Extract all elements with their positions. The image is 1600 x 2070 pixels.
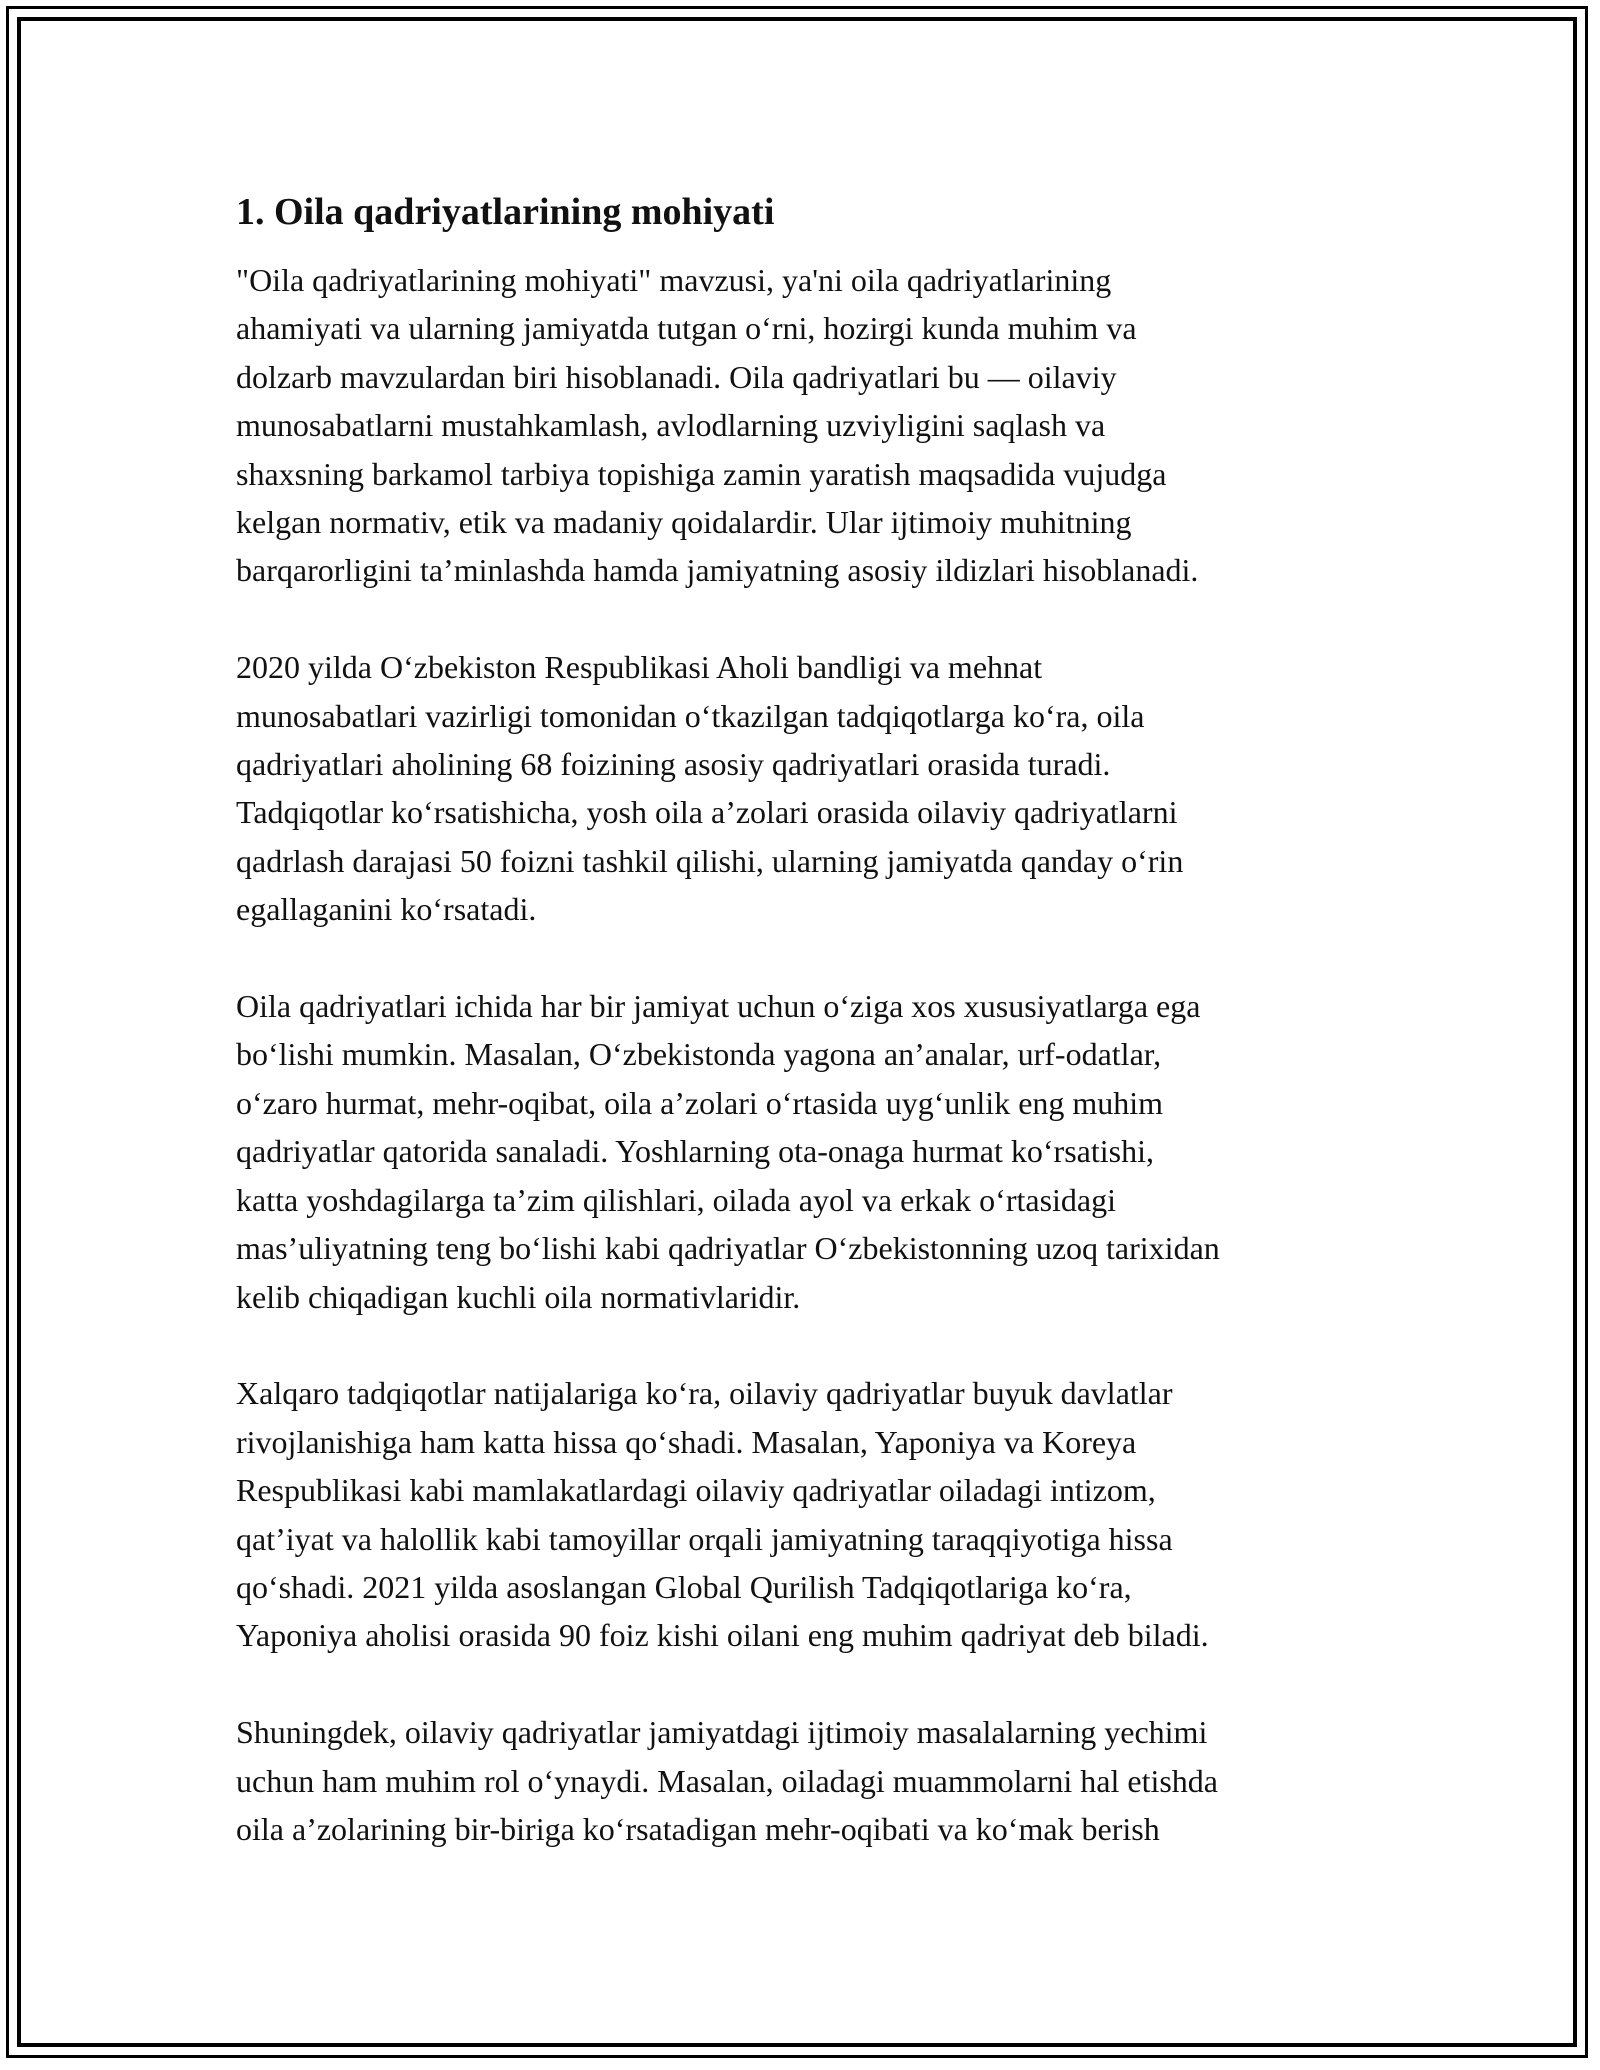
paragraph-line: Tadqiqotlar ko‘rsatishicha, yosh oila a’zolari orasida oilaviy qadriyatlarni: [236, 794, 1178, 831]
paragraph-line: qat’iyat va halollik kabi tamoyillar orqali jamiyatning taraqqiyotiga hissa: [236, 1520, 1173, 1557]
paragraph-line: qadrlash darajasi 50 foizni tashkil qilishi, ularning jamiyatda qanday o‘rin: [236, 842, 1184, 879]
paragraph-line: rivojlanishiga ham katta hissa qo‘shadi. Masalan, Yaponiya va Koreya: [236, 1423, 1137, 1460]
paragraph-line: 2020 yilda O‘zbekiston Respublikasi Aholi bandligi va mehnat: [236, 649, 1043, 686]
paragraph-line: kelib chiqadigan kuchli oila normativlaridir.: [236, 1278, 801, 1315]
paragraph-line: Respublikasi kabi mamlakatlardagi oilaviy qadriyatlar oiladagi intizom,: [236, 1472, 1156, 1509]
paragraph-line: "Oila qadriyatlarining mohiyati" mavzusi, ya'ni oila qadriyatlarining: [236, 262, 1112, 298]
paragraph-4: [236, 1369, 1376, 1659]
paragraph-line: Oila qadriyatlari ichida har bir jamiyat uchun o‘ziga xos xususiyatlarga ega: [236, 988, 1201, 1025]
paragraph-3: [236, 982, 1376, 1321]
paragraph-line: oila a’zolarining bir-biriga ko‘rsatadigan mehr-oqibati va ko‘mak berish: [236, 1810, 1160, 1847]
document-body: [236, 188, 1376, 1902]
paragraph-line: munosabatlarni mustahkamlash, avlodlarning uzviyligini saqlash va: [236, 407, 1106, 444]
paragraph-1: [236, 256, 1376, 595]
paragraph-line: o‘zaro hurmat, mehr-oqibat, oila a’zolari o‘rtasida uyg‘unlik eng muhim: [236, 1084, 1164, 1121]
paragraph-line: barqarorligini ta’minlashda hamda jamiyatning asosiy ildizlari hisoblanadi.: [236, 552, 1199, 589]
paragraph-line: qo‘shadi. 2021 yilda asoslangan Global Qurilish Tadqiqotlariga ko‘ra,: [236, 1568, 1132, 1605]
paragraph-2: [236, 643, 1376, 933]
paragraph-line: ahamiyati va ularning jamiyatda tutgan o‘rni, hozirgi kunda muhim va: [236, 310, 1137, 347]
paragraph-line: Shuningdek, oilaviy qadriyatlar jamiyatdagi ijtimoiy masalalarning yechimi: [236, 1714, 1208, 1751]
paragraph-line: munosabatlari vazirligi tomonidan o‘tkazilgan tadqiqotlarga ko‘ra, oila: [236, 697, 1145, 734]
paragraph-line: kelgan normativ, etik va madaniy qoidalardir. Ular ijtimoiy muhitning: [236, 504, 1132, 541]
paragraph-line: egallaganini ko‘rsatadi.: [236, 891, 537, 928]
paragraph-line: Xalqaro tadqiqotlar natijalariga ko‘ra, oilaviy qadriyatlar buyuk davlatlar: [236, 1375, 1173, 1412]
paragraph-line: katta yoshdagilarga ta’zim qilishlari, oilada ayol va erkak o‘rtasidagi: [236, 1181, 1116, 1218]
paragraph-line: bo‘lishi mumkin. Masalan, O‘zbekistonda yagona an’analar, urf-odatlar,: [236, 1036, 1162, 1073]
paragraph-line: shaxsning barkamol tarbiya topishiga zamin yaratish maqsadida vujudga: [236, 455, 1167, 492]
paragraph-line: Yaponiya aholisi orasida 90 foiz kishi oilani eng muhim qadriyat deb biladi.: [236, 1617, 1209, 1654]
paragraph-5: [236, 1708, 1376, 1853]
section-heading: 1. Oila qadriyatlarining mohiyati: [236, 191, 775, 233]
paragraph-line: qadriyatlari aholining 68 foizining asosiy qadriyatlari orasida turadi.: [236, 746, 1111, 783]
paragraph-line: mas’uliyatning teng bo‘lishi kabi qadriyatlar O‘zbekistonning uzoq tarixidan: [236, 1230, 1220, 1267]
paragraph-line: qadriyatlar qatorida sanaladi. Yoshlarning ota-onaga hurmat ko‘rsatishi,: [236, 1133, 1154, 1170]
paragraph-line: uchun ham muhim rol o‘ynaydi. Masalan, oiladagi muammolarni hal etishda: [236, 1762, 1218, 1799]
paragraph-line: dolzarb mavzulardan biri hisoblanadi. Oila qadriyatlari bu — oilaviy: [236, 358, 1117, 395]
